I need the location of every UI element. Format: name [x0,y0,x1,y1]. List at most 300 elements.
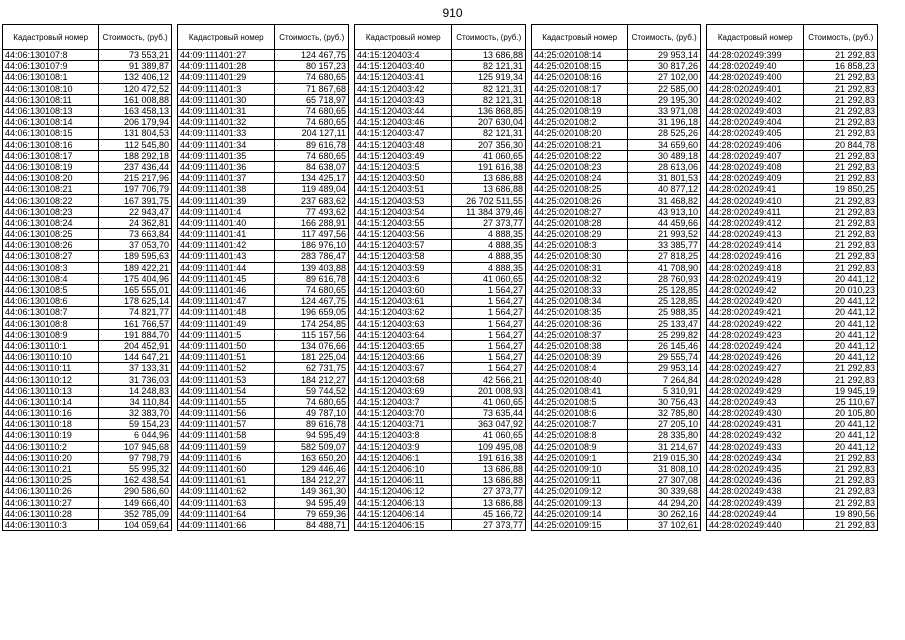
table-row [178,452,349,463]
cost-cell: 89 616,78 [275,419,349,430]
cadastral-number-cell: 44:09:111401:42 [178,240,275,251]
table-row [3,229,172,240]
cost-cell: 29 953,14 [628,50,701,61]
cadastral-number-cell: 44:25:020109:14 [532,508,628,519]
table-row [178,441,349,452]
table-row [3,128,172,139]
table-row [355,173,526,184]
cadastral-number-cell: 44:28:020249:40 [707,61,804,72]
cost-cell: 21 292,83 [804,105,878,116]
cadastral-number-cell: 44:25:020109:13 [532,497,628,508]
cadastral-number-cell: 44:15:120403:5 [355,161,452,172]
header-row [3,25,172,50]
cadastral-number-cell: 44:09:111401:6 [178,452,275,463]
cost-cell: 21 292,83 [804,262,878,273]
table-row [355,83,526,94]
table-row [355,452,526,463]
table-row [3,363,172,374]
table-row [707,374,878,385]
cadastral-number-cell: 44:15:120403:53 [355,195,452,206]
cadastral-number-cell: 44:28:020249:41 [707,184,804,195]
cadastral-number-cell: 44:06:130110:16 [3,408,99,419]
table-row [178,94,349,105]
cadastral-number-cell: 44:15:120403:7 [355,396,452,407]
cost-cell: 29 953,14 [628,363,701,374]
cadastral-number-cell: 44:06:130110:13 [3,385,99,396]
table-row [178,329,349,340]
cost-cell: 74 821,77 [99,307,172,318]
cost-cell: 20 441,12 [804,352,878,363]
cost-cell: 28 760,93 [628,273,701,284]
cadastral-number-cell: 44:25:020108:19 [532,105,628,116]
cadastral-number-cell: 44:06:130108:17 [3,150,99,161]
header-cadastral-number: Кадастровый номер [3,25,99,50]
table-row [532,251,701,262]
cost-cell: 30 262,16 [628,508,701,519]
table-row [178,117,349,128]
table-row [707,217,878,228]
cadastral-number-cell: 44:15:120403:6 [355,273,452,284]
cadastral-number-cell: 44:28:020249:400 [707,72,804,83]
table-row [532,105,701,116]
cadastral-number-cell: 44:06:130108:4 [3,273,99,284]
cost-cell: 1 564,27 [452,307,526,318]
cost-cell: 290 586,60 [99,486,172,497]
cadastral-number-cell: 44:09:111401:27 [178,50,275,61]
table-row [3,273,172,284]
table-row [355,94,526,105]
cost-cell: 25 128,85 [628,296,701,307]
cost-cell: 59 744,52 [275,385,349,396]
cost-cell: 26 702 511,55 [452,195,526,206]
cost-cell: 207 356,30 [452,139,526,150]
table-row [355,161,526,172]
cost-cell: 31 801,53 [628,173,701,184]
cost-cell: 20 844,78 [804,139,878,150]
cost-cell: 4 888,35 [452,229,526,240]
cost-cell: 74 680,65 [275,72,349,83]
table-row [707,150,878,161]
cadastral-number-cell: 44:06:130108:8 [3,318,99,329]
table-row [532,128,701,139]
table-row [178,273,349,284]
table-row [355,374,526,385]
table-row [707,340,878,351]
cadastral-number-cell: 44:06:130108:10 [3,83,99,94]
header-cadastral-number: Кадастровый номер [355,25,452,50]
table-row [532,452,701,463]
cost-cell: 79 659,36 [275,508,349,519]
table-row [3,105,172,116]
cadastral-number-cell: 44:15:120403:59 [355,262,452,273]
cost-cell: 119 489,04 [275,184,349,195]
table-row [178,363,349,374]
cadastral-number-cell: 44:09:111401:3 [178,83,275,94]
table-row [355,105,526,116]
cost-cell: 20 105,80 [804,408,878,419]
table-row [3,206,172,217]
cadastral-number-cell: 44:09:111401:36 [178,161,275,172]
cadastral-number-cell: 44:28:020249:440 [707,519,804,530]
header-row [532,25,701,50]
cadastral-number-cell: 44:28:020249:412 [707,217,804,228]
cost-cell: 74 680,65 [275,396,349,407]
cost-cell: 21 292,83 [804,486,878,497]
cost-cell: 1 564,27 [452,340,526,351]
cadastral-number-cell: 44:15:120403:62 [355,307,452,318]
cost-cell: 20 441,12 [804,441,878,452]
cadastral-number-cell: 44:09:111401:34 [178,139,275,150]
cost-cell: 41 060,65 [452,396,526,407]
cost-cell: 21 292,83 [804,94,878,105]
cadastral-number-cell: 44:25:020108:5 [532,396,628,407]
header-cadastral-number: Кадастровый номер [532,25,628,50]
cost-cell: 29 195,30 [628,94,701,105]
cost-cell: 20 441,12 [804,318,878,329]
cost-cell: 25 110,67 [804,396,878,407]
table-row [178,318,349,329]
cost-cell: 84 638,07 [275,161,349,172]
table-row [707,83,878,94]
cost-cell: 174 254,85 [275,318,349,329]
cadastral-number-cell: 44:09:111401:58 [178,430,275,441]
cost-cell: 1 564,27 [452,284,526,295]
cost-cell: 21 292,83 [804,229,878,240]
cadastral-number-cell: 44:28:020249:432 [707,430,804,441]
cost-cell: 41 060,65 [452,430,526,441]
table-row [355,296,526,307]
table-row [707,385,878,396]
table-row [532,61,701,72]
cost-cell: 21 292,83 [804,452,878,463]
table-row [532,307,701,318]
cadastral-number-cell: 44:06:130108:1 [3,72,99,83]
table-row [3,139,172,150]
cost-cell: 71 867,68 [275,83,349,94]
cadastral-number-cell: 44:28:020249:406 [707,139,804,150]
table-row [3,463,172,474]
cadastral-number-cell: 44:15:120403:71 [355,419,452,430]
cadastral-number-cell: 44:25:020108:40 [532,374,628,385]
cadastral-number-cell: 44:06:130108:13 [3,105,99,116]
cost-cell: 134 076,66 [275,340,349,351]
cadastral-number-cell: 44:06:130110:12 [3,374,99,385]
cost-cell: 31 214,67 [628,441,701,452]
cadastral-number-cell: 44:09:111401:32 [178,117,275,128]
cost-cell: 1 564,27 [452,352,526,363]
cost-cell: 94 595,49 [275,430,349,441]
table-row [178,83,349,94]
cost-cell: 1 564,27 [452,363,526,374]
table-row [532,217,701,228]
cost-cell: 129 446,46 [275,463,349,474]
cost-cell: 16 858,23 [804,61,878,72]
table-row [707,139,878,150]
table-row [178,385,349,396]
cost-cell: 21 993,52 [628,229,701,240]
cost-cell: 45 166,72 [452,508,526,519]
table-row [178,72,349,83]
table-row [355,486,526,497]
cadastral-number-cell: 44:06:130107:9 [3,61,99,72]
table-row [707,206,878,217]
ledger-table-1 [2,24,172,531]
cost-cell: 125 919,34 [452,72,526,83]
cadastral-number-cell: 44:09:111401:33 [178,128,275,139]
table-row [707,463,878,474]
cost-cell: 162 438,54 [99,475,172,486]
cost-cell: 165 555,01 [99,284,172,295]
table-row [355,50,526,61]
table-row [707,307,878,318]
cadastral-number-cell: 44:28:020249:413 [707,229,804,240]
table-row [178,374,349,385]
cadastral-number-cell: 44:15:120403:40 [355,61,452,72]
cadastral-number-cell: 44:09:111401:29 [178,72,275,83]
table-row [178,262,349,273]
cadastral-number-cell: 44:09:111401:5 [178,329,275,340]
cost-cell: 24 362,81 [99,217,172,228]
cadastral-number-cell: 44:09:111401:49 [178,318,275,329]
table-row [355,72,526,83]
cost-cell: 21 292,83 [804,173,878,184]
cadastral-number-cell: 44:25:020108:8 [532,430,628,441]
ledger-table-5 [706,24,878,531]
table-row [532,363,701,374]
table-row [355,340,526,351]
cadastral-number-cell: 44:25:020108:18 [532,94,628,105]
cost-cell: 34 659,60 [628,139,701,150]
cadastral-number-cell: 44:06:130108:20 [3,173,99,184]
cost-cell: 186 976,10 [275,240,349,251]
table-row [532,195,701,206]
cadastral-number-cell: 44:15:120403:66 [355,352,452,363]
cost-cell: 27 373,77 [452,519,526,530]
table-row [532,385,701,396]
table-row [355,363,526,374]
cadastral-number-cell: 44:15:120403:50 [355,173,452,184]
cost-cell: 124 467,75 [275,50,349,61]
cost-cell: 37 133,31 [99,363,172,374]
table-row [355,150,526,161]
cost-cell: 109 495,08 [452,441,526,452]
table-row [707,296,878,307]
cadastral-number-cell: 44:25:020108:37 [532,329,628,340]
table-row [355,184,526,195]
cadastral-number-cell: 44:09:111401:52 [178,363,275,374]
cost-cell: 1 564,27 [452,296,526,307]
cadastral-number-cell: 44:09:111401:53 [178,374,275,385]
cost-cell: 30 817,26 [628,61,701,72]
cost-cell: 191 884,70 [99,329,172,340]
table-row [707,128,878,139]
table-row [532,352,701,363]
table-row [3,486,172,497]
cadastral-number-cell: 44:15:120406:15 [355,519,452,530]
table-row [355,262,526,273]
cost-cell: 188 292,18 [99,150,172,161]
cadastral-number-cell: 44:15:120403:60 [355,284,452,295]
cadastral-number-cell: 44:25:020108:28 [532,217,628,228]
cost-cell: 115 157,56 [275,329,349,340]
table-row [532,150,701,161]
cadastral-number-cell: 44:06:130108:9 [3,329,99,340]
cadastral-number-cell: 44:25:020108:23 [532,161,628,172]
table-row [707,475,878,486]
cadastral-number-cell: 44:15:120403:43 [355,94,452,105]
table-row [3,240,172,251]
cost-cell: 13 686,88 [452,475,526,486]
cost-cell: 21 292,83 [804,72,878,83]
cadastral-number-cell: 44:09:111401:40 [178,217,275,228]
header-cost: Стоимость, (руб.) [275,25,349,50]
table-row [707,419,878,430]
cost-cell: 13 686,88 [452,497,526,508]
table-row [355,430,526,441]
cadastral-number-cell: 44:28:020249:435 [707,463,804,474]
cadastral-number-cell: 44:28:020249:419 [707,273,804,284]
cadastral-number-cell: 44:15:120406:11 [355,475,452,486]
table-row [178,486,349,497]
table-row [178,419,349,430]
cost-cell: 237 436,44 [99,161,172,172]
cost-cell: 21 292,83 [804,128,878,139]
table-row [707,452,878,463]
table-row [707,240,878,251]
cadastral-number-cell: 44:09:111401:50 [178,340,275,351]
cost-cell: 6 044,96 [99,430,172,441]
cost-cell: 283 786,47 [275,251,349,262]
table-row [178,206,349,217]
cadastral-number-cell: 44:15:120406:13 [355,497,452,508]
cadastral-number-cell: 44:06:130110:28 [3,508,99,519]
table-row [532,161,701,172]
cost-cell: 1 564,27 [452,329,526,340]
cost-cell: 27 307,08 [628,475,701,486]
table-row [3,452,172,463]
cost-cell: 21 292,83 [804,150,878,161]
table-row [707,72,878,83]
table-row [707,508,878,519]
table-row [3,50,172,61]
cost-cell: 82 121,31 [452,61,526,72]
header-cost: Стоимость, (руб.) [99,25,172,50]
cost-cell: 43 913,10 [628,206,701,217]
cost-cell: 219 015,30 [628,452,701,463]
cost-cell: 13 686,88 [452,184,526,195]
table-row [532,296,701,307]
cadastral-number-cell: 44:25:020108:41 [532,385,628,396]
cost-cell: 163 458,13 [99,105,172,116]
cadastral-number-cell: 44:15:120403:47 [355,128,452,139]
table-row [707,105,878,116]
cost-cell: 84 488,71 [275,519,349,530]
table-row [707,262,878,273]
cost-cell: 134 425,17 [275,173,349,184]
table-row [532,486,701,497]
cost-cell: 132 406,12 [99,72,172,83]
table-row [3,419,172,430]
cost-cell: 82 121,31 [452,94,526,105]
table-row [178,463,349,474]
cost-cell: 206 179,94 [99,117,172,128]
table-row [355,217,526,228]
table-row [532,173,701,184]
header-cadastral-number: Кадастровый номер [707,25,804,50]
table-row [178,340,349,351]
cost-cell: 27 205,10 [628,419,701,430]
cadastral-number-cell: 44:25:020108:26 [532,195,628,206]
cost-cell: 21 292,83 [804,83,878,94]
cadastral-number-cell: 44:06:130108:19 [3,161,99,172]
table-row [532,206,701,217]
table-row [355,385,526,396]
cadastral-number-cell: 44:25:020109:11 [532,475,628,486]
cadastral-number-cell: 44:28:020249:408 [707,161,804,172]
cost-cell: 89 616,78 [275,139,349,150]
table-row [355,240,526,251]
cadastral-number-cell: 44:06:130108:26 [3,240,99,251]
cost-cell: 21 292,83 [804,363,878,374]
cadastral-number-cell: 44:28:020249:436 [707,475,804,486]
table-row [178,195,349,206]
cadastral-number-cell: 44:25:020108:7 [532,419,628,430]
cadastral-number-cell: 44:25:020108:9 [532,441,628,452]
cadastral-number-cell: 44:15:120403:42 [355,83,452,94]
cost-cell: 4 888,35 [452,240,526,251]
cost-cell: 37 053,70 [99,240,172,251]
table-row [707,251,878,262]
cost-cell: 80 157,23 [275,61,349,72]
header-row [178,25,349,50]
cadastral-number-cell: 44:06:130110:18 [3,419,99,430]
cadastral-number-cell: 44:25:020108:29 [532,229,628,240]
table-row [355,519,526,530]
table-row [178,61,349,72]
cost-cell: 139 403,88 [275,262,349,273]
cadastral-number-cell: 44:09:111401:39 [178,195,275,206]
cadastral-number-cell: 44:06:130110:25 [3,475,99,486]
table-row [3,307,172,318]
cost-cell: 31 468,82 [628,195,701,206]
cadastral-number-cell: 44:09:111401:47 [178,296,275,307]
cadastral-number-cell: 44:09:111401:43 [178,251,275,262]
cost-cell: 44 294,20 [628,497,701,508]
cost-cell: 44 459,66 [628,217,701,228]
table-row [707,408,878,419]
cadastral-number-cell: 44:15:120403:9 [355,441,452,452]
cadastral-number-cell: 44:25:020109:10 [532,463,628,474]
table-row [707,430,878,441]
cadastral-number-cell: 44:28:020249:410 [707,195,804,206]
cadastral-number-cell: 44:15:120403:46 [355,117,452,128]
ledger-table-2 [177,24,349,531]
cost-cell: 178 625,14 [99,296,172,307]
cadastral-number-cell: 44:25:020109:1 [532,452,628,463]
header-cost: Стоимость, (руб.) [452,25,526,50]
cost-cell: 104 059,64 [99,519,172,530]
cadastral-number-cell: 44:09:111401:51 [178,352,275,363]
cost-cell: 37 102,61 [628,519,701,530]
cadastral-number-cell: 44:09:111401:63 [178,497,275,508]
cost-cell: 21 292,83 [804,217,878,228]
cadastral-number-cell: 44:15:120403:48 [355,139,452,150]
table-row [355,441,526,452]
cost-cell: 33 385,77 [628,240,701,251]
cost-cell: 28 525,26 [628,128,701,139]
cost-cell: 25 988,35 [628,307,701,318]
cadastral-number-cell: 44:09:111401:60 [178,463,275,474]
